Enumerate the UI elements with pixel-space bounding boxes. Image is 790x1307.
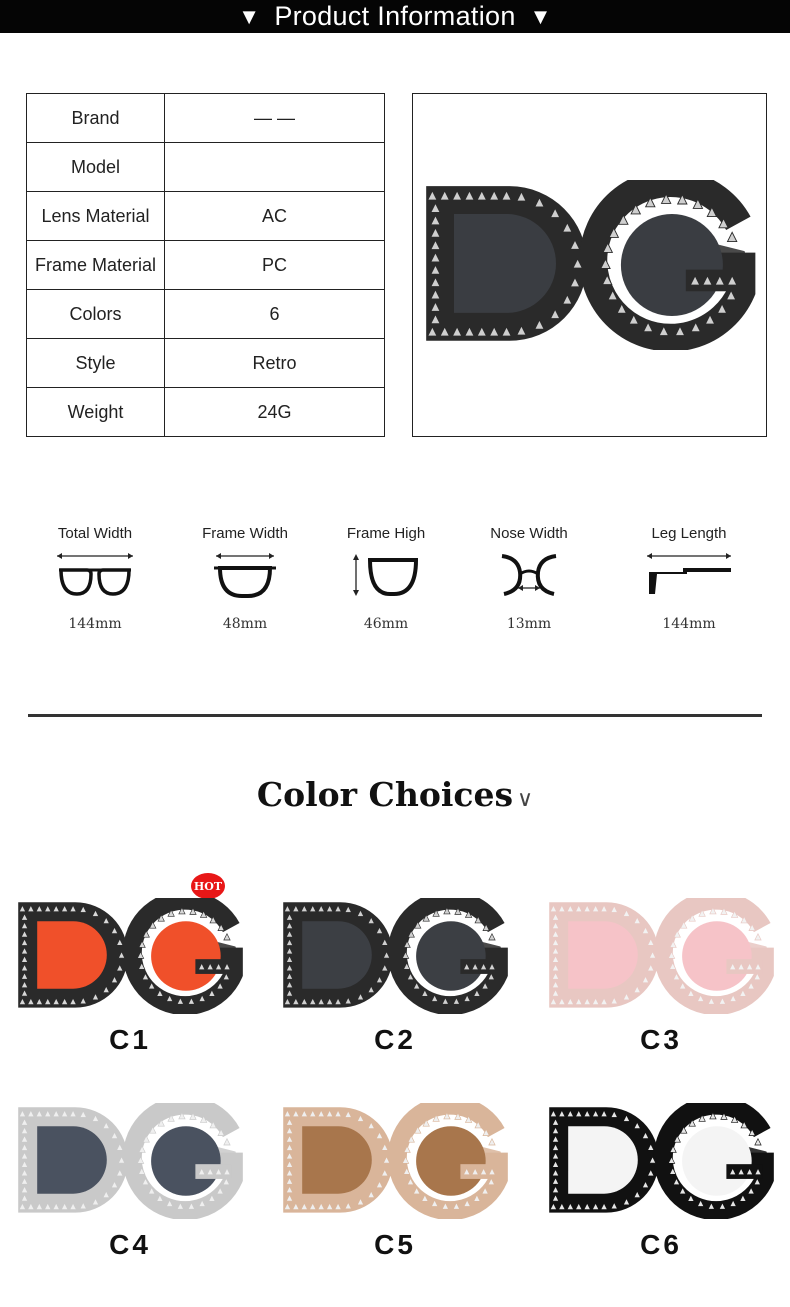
table-row — [27, 241, 385, 290]
variant-c3[interactable] — [541, 898, 781, 1056]
spec-value: Retro — [165, 339, 385, 388]
variant-code: C1 — [109, 1024, 151, 1055]
spec-key: Lens Material — [27, 192, 165, 241]
table-row — [27, 339, 385, 388]
dg-sunglasses-image — [277, 898, 513, 1014]
header-title: Product Information — [274, 1, 516, 31]
spec-key: Style — [27, 339, 165, 388]
measure-frame-high — [316, 525, 456, 632]
measure-label: Leg Length — [651, 525, 727, 542]
measure-label: Frame Width — [202, 525, 288, 542]
variant-c5[interactable] — [275, 1103, 515, 1261]
frame-high-icon — [316, 547, 456, 602]
spec-value: 24G — [165, 388, 385, 437]
spec-table — [26, 93, 385, 437]
measure-value: 144mm — [68, 616, 122, 632]
variant-code: C2 — [374, 1024, 416, 1055]
variant-code: C5 — [374, 1229, 416, 1260]
dg-sunglasses-image — [12, 1103, 248, 1219]
variant-code: C3 — [640, 1024, 682, 1055]
variant-c4[interactable] — [10, 1103, 250, 1261]
measure-value: 48mm — [222, 616, 268, 632]
product-photo — [412, 93, 767, 437]
hot-badge: HOT — [191, 873, 225, 899]
section-divider — [28, 714, 762, 717]
table-row — [27, 143, 385, 192]
spec-value: PC — [165, 241, 385, 290]
variant-c1[interactable] — [10, 898, 250, 1056]
variant-c6[interactable] — [541, 1103, 781, 1261]
measure-leg-length — [619, 525, 759, 632]
variant-c2[interactable] — [275, 898, 515, 1056]
measure-label: Frame High — [346, 525, 426, 542]
spec-key: Frame Material — [27, 241, 165, 290]
variant-code: C6 — [640, 1229, 682, 1260]
spec-value: — — — [165, 94, 385, 143]
spec-value — [165, 143, 385, 192]
frame-width-icon — [175, 547, 315, 602]
total-width-icon — [25, 547, 165, 602]
spec-value: 6 — [165, 290, 385, 339]
dg-sunglasses-image — [277, 1103, 513, 1219]
measure-value: 144mm — [662, 616, 716, 632]
table-row — [27, 290, 385, 339]
measure-label: Nose Width — [490, 525, 568, 542]
measure-value: 46mm — [363, 616, 409, 632]
down-triangle-icon: ▼ — [529, 3, 552, 29]
measure-label: Total Width — [57, 525, 133, 542]
spec-key: Weight — [27, 388, 165, 437]
table-row — [27, 192, 385, 241]
color-choices-title: Color Choices ∨ — [256, 775, 534, 814]
measure-nose-width — [459, 525, 599, 632]
measure-value: 13mm — [506, 616, 552, 632]
dg-sunglasses-image — [543, 1103, 779, 1219]
dg-sunglasses-image — [420, 180, 760, 350]
measure-total-width — [25, 525, 165, 632]
down-triangle-icon: ▼ — [238, 3, 261, 29]
table-row — [27, 94, 385, 143]
spec-key: Brand — [27, 94, 165, 143]
spec-value: AC — [165, 192, 385, 241]
table-row — [27, 388, 385, 437]
nose-width-icon — [459, 547, 599, 602]
spec-key: Model — [27, 143, 165, 192]
dg-sunglasses-image — [12, 898, 248, 1014]
measure-frame-width — [175, 525, 315, 632]
header-banner — [0, 0, 790, 33]
chevron-down-icon: ∨ — [517, 787, 534, 812]
dg-sunglasses-image — [543, 898, 779, 1014]
leg-length-icon — [619, 547, 759, 602]
variant-code: C4 — [109, 1229, 151, 1260]
spec-key: Colors — [27, 290, 165, 339]
